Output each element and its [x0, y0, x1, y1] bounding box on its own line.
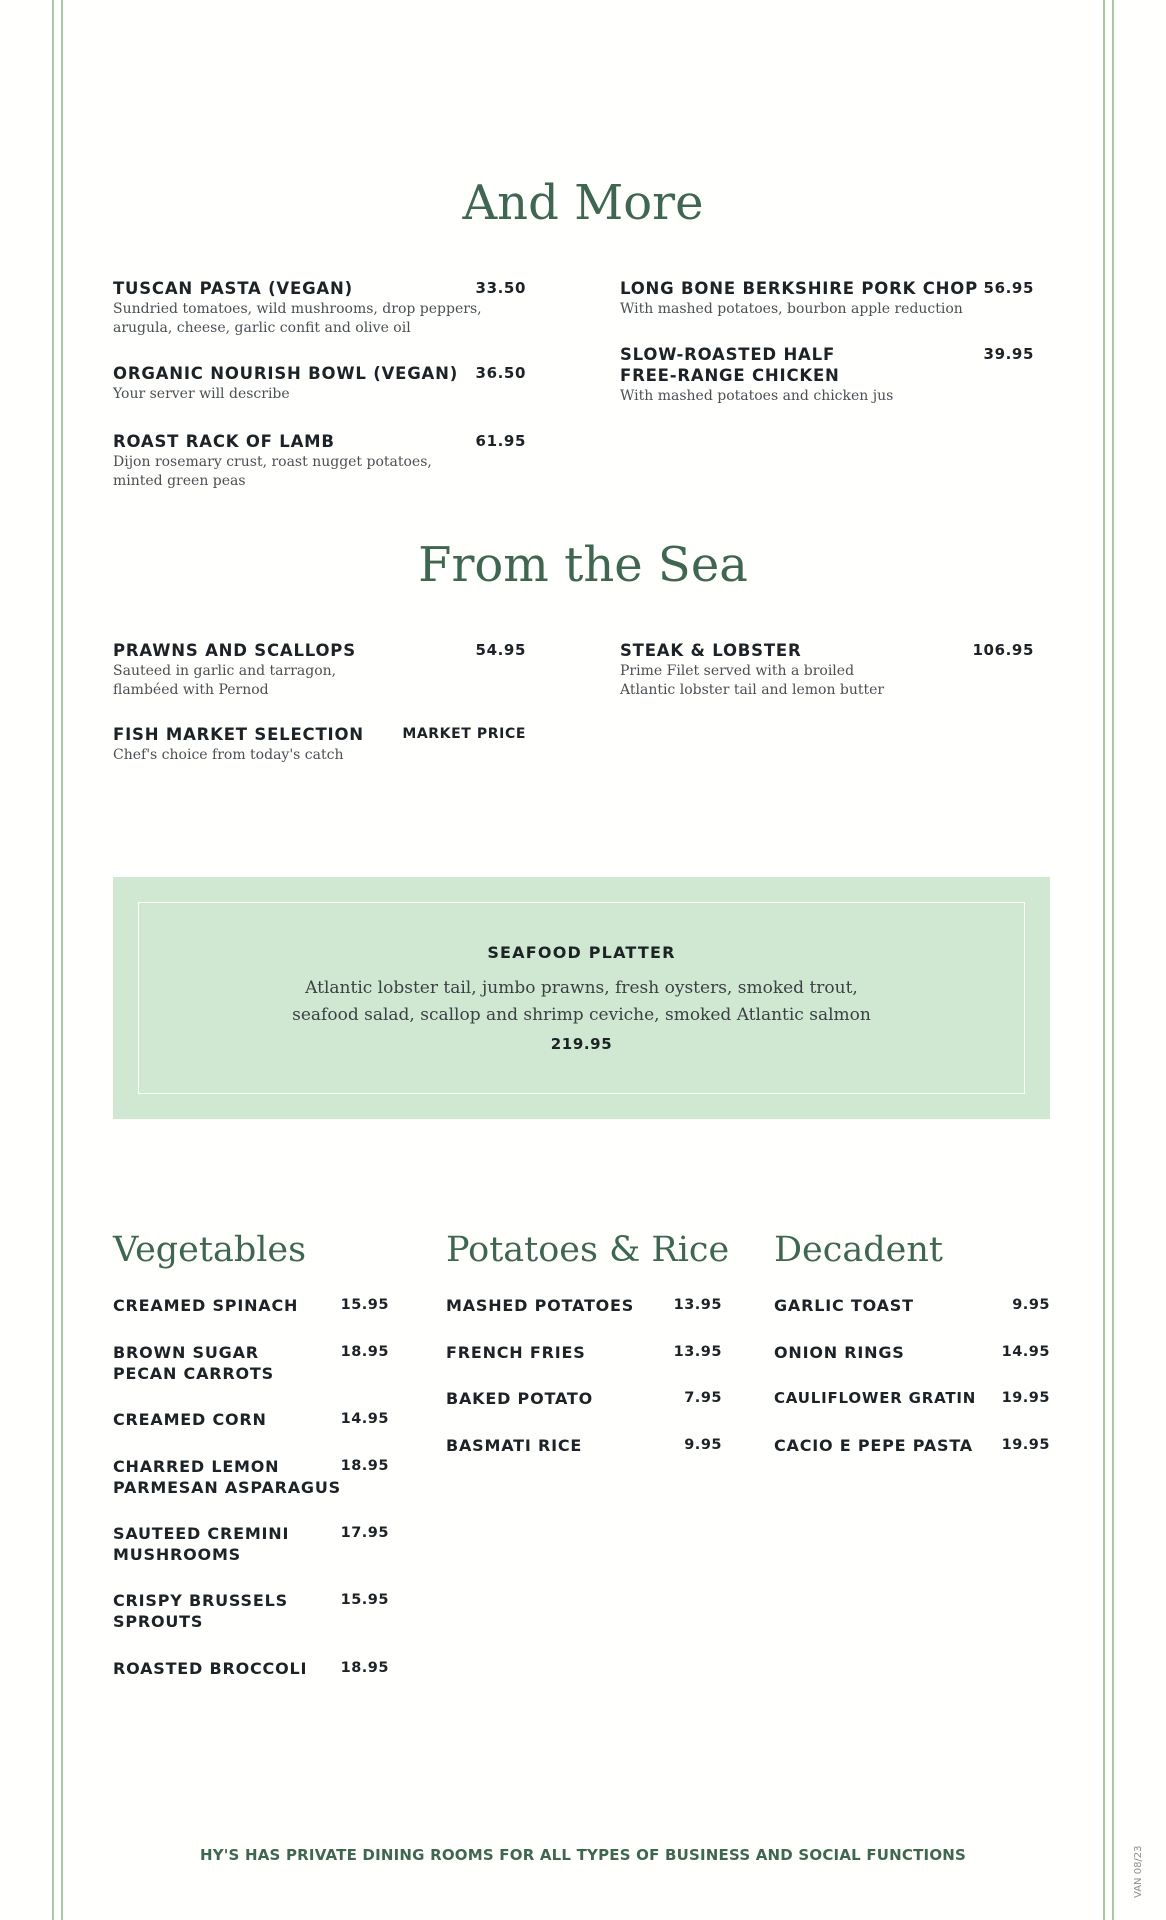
- side-item-creamed-corn: [113, 1409, 389, 1430]
- item-name: ROASTED BROCCOLI: [113, 1659, 308, 1678]
- item-description: Dijon rosemary crust, roast nugget potatoes, minted green peas: [113, 454, 432, 489]
- item-name: CREAMED CORN: [113, 1410, 267, 1429]
- right-border-outer: [1112, 0, 1114, 1920]
- item-name: CACIO E PEPE PASTA: [774, 1436, 973, 1455]
- item-name: CRISPY BRUSSELS SPROUTS: [113, 1591, 288, 1631]
- item-name: FISH MARKET SELECTION: [113, 725, 364, 744]
- item-price: 56.95: [983, 279, 1034, 297]
- item-name: ORGANIC NOURISH BOWL (VEGAN): [113, 364, 459, 383]
- item-price: 18.95: [340, 1660, 389, 1676]
- left-border-outer: [52, 0, 54, 1920]
- side-item-brussels-sprouts: [113, 1590, 389, 1632]
- side-item-asparagus: [113, 1456, 389, 1498]
- right-border-inner: [1103, 0, 1105, 1920]
- menu-item-pork-chop: [620, 278, 1034, 319]
- item-name: CREAMED SPINACH: [113, 1296, 299, 1315]
- item-price: 106.95: [972, 641, 1034, 659]
- seafood-platter-box: [113, 877, 1050, 1119]
- side-item-onion-rings: [774, 1342, 1050, 1363]
- section-heading-and-more: And More: [462, 175, 704, 231]
- menu-item-rack-of-lamb: [113, 431, 526, 491]
- side-item-cauliflower-gratin: [774, 1388, 1050, 1409]
- side-item-french-fries: [446, 1342, 722, 1363]
- item-name: BASMATI RICE: [446, 1436, 583, 1455]
- item-price: 18.95: [340, 1344, 389, 1360]
- footer-private-dining: HY'S HAS PRIVATE DINING ROOMS FOR ALL TYPES OF BUSINESS AND SOCIAL FUNCTIONS: [199, 1846, 967, 1864]
- item-name: LONG BONE BERKSHIRE PORK CHOP: [620, 279, 978, 298]
- item-price: 36.50: [475, 364, 526, 382]
- left-border-inner: [61, 0, 63, 1920]
- side-item-mashed-potatoes: [446, 1295, 722, 1316]
- item-price: 33.50: [475, 279, 526, 297]
- item-price: 9.95: [1012, 1297, 1050, 1313]
- side-item-baked-potato: [446, 1388, 722, 1409]
- item-name: CHARRED LEMON PARMESAN ASPARAGUS: [113, 1457, 341, 1497]
- item-description: With mashed potatoes and chicken jus: [620, 388, 894, 404]
- item-price: 19.95: [1001, 1437, 1050, 1453]
- item-description: Sauteed in garlic and tarragon, flambéed with Pernod: [113, 663, 337, 698]
- item-description: Sundried tomatoes, wild mushrooms, drop peppers, arugula, cheese, garlic confit and olive oil: [113, 301, 482, 336]
- item-price: 9.95: [684, 1437, 722, 1453]
- item-name: ROAST RACK OF LAMB: [113, 432, 335, 451]
- item-name: GARLIC TOAST: [774, 1296, 914, 1315]
- item-description: Chef's choice from today's catch: [113, 747, 344, 763]
- menu-item-steak-lobster: [620, 640, 1034, 700]
- side-item-roasted-broccoli: [113, 1658, 389, 1679]
- item-price: 39.95: [983, 345, 1034, 363]
- item-name: SAUTEED CREMINI MUSHROOMS: [113, 1524, 290, 1564]
- item-name: TUSCAN PASTA (VEGAN): [113, 279, 353, 298]
- item-name: BAKED POTATO: [446, 1389, 594, 1408]
- item-price: 17.95: [340, 1525, 389, 1541]
- section-heading-potatoes-rice: Potatoes & Rice: [446, 1230, 730, 1270]
- side-item-cacio-e-pepe: [774, 1435, 1050, 1456]
- item-name: STEAK & LOBSTER: [620, 641, 802, 660]
- item-name: FRENCH FRIES: [446, 1343, 586, 1362]
- item-price: 54.95: [475, 641, 526, 659]
- side-item-pecan-carrots: [113, 1342, 389, 1384]
- item-name: CAULIFLOWER GRATIN: [774, 1389, 977, 1407]
- side-item-garlic-toast: [774, 1295, 1050, 1316]
- item-price: 14.95: [1001, 1344, 1050, 1360]
- platter-title: SEAFOOD PLATTER: [487, 943, 676, 962]
- platter-price: 219.95: [550, 1035, 613, 1053]
- item-price: MARKET PRICE: [402, 726, 526, 742]
- menu-code: VAN 08/23: [1133, 1845, 1144, 1898]
- side-item-creamed-spinach: [113, 1295, 389, 1316]
- item-price: 13.95: [673, 1297, 722, 1313]
- item-description: Your server will describe: [113, 386, 290, 402]
- section-heading-decadent: Decadent: [774, 1230, 943, 1270]
- side-item-basmati-rice: [446, 1435, 722, 1456]
- menu-item-nourish-bowl: [113, 363, 526, 404]
- menu-item-half-chicken: [620, 344, 1034, 406]
- menu-item-tuscan-pasta: [113, 278, 526, 338]
- item-price: 14.95: [340, 1411, 389, 1427]
- section-heading-from-the-sea: From the Sea: [418, 537, 748, 593]
- item-name: BROWN SUGAR PECAN CARROTS: [113, 1343, 274, 1383]
- item-price: 15.95: [340, 1592, 389, 1608]
- menu-item-fish-market: [113, 724, 526, 765]
- item-name: ONION RINGS: [774, 1343, 905, 1362]
- item-price: 19.95: [1001, 1390, 1050, 1406]
- side-item-cremini-mushrooms: [113, 1523, 389, 1565]
- item-name: PRAWNS AND SCALLOPS: [113, 641, 356, 660]
- menu-item-prawns-scallops: [113, 640, 526, 700]
- item-price: 7.95: [684, 1390, 722, 1406]
- item-name: SLOW-ROASTED HALF FREE-RANGE CHICKEN: [620, 345, 840, 385]
- item-price: 15.95: [340, 1297, 389, 1313]
- item-description: Prime Filet served with a broiled Atlantic lobster tail and lemon butter: [620, 663, 885, 698]
- item-price: 13.95: [673, 1344, 722, 1360]
- item-price: 18.95: [340, 1458, 389, 1474]
- section-heading-vegetables: Vegetables: [113, 1230, 307, 1270]
- item-price: 61.95: [475, 432, 526, 450]
- platter-description: Atlantic lobster tail, jumbo prawns, fresh oysters, smoked trout, seafood salad, scallop and shrimp ceviche, smoked Atlantic salmon: [292, 978, 871, 1025]
- item-name: MASHED POTATOES: [446, 1296, 635, 1315]
- item-description: With mashed potatoes, bourbon apple reduction: [620, 301, 963, 317]
